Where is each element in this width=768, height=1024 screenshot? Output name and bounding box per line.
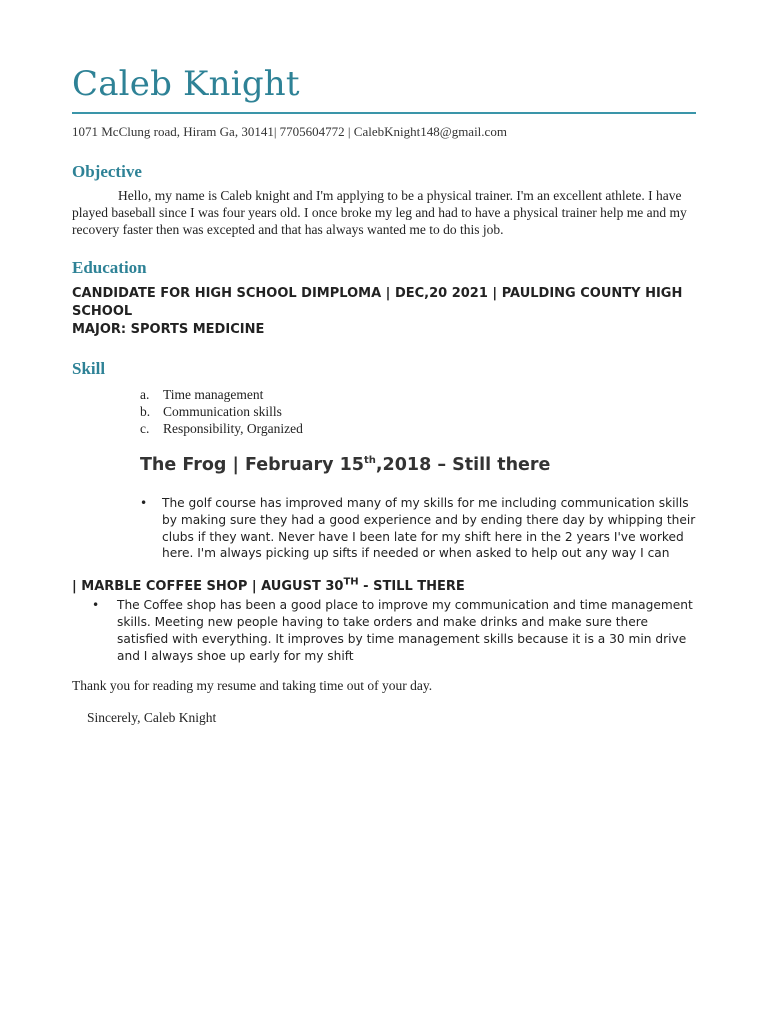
objective-heading: Objective [72, 162, 142, 181]
skill-heading: Skill [72, 359, 106, 378]
skill-text: Communication skills [163, 404, 282, 419]
education-heading: Education [72, 258, 147, 277]
objective-text: Hello, my name is Caleb knight and I'm applying to be a physical trainer. I'm an excellent athlete. I have played baseball since I was four years old. I once broke my leg and had to have a physical trainer help me and my recovery faster then was excepted and that has always wanted me to do this job. [72, 188, 687, 237]
job2-title-suffix: - STILL THERE [358, 579, 465, 595]
job2-title [72, 578, 696, 596]
bullet-icon: • [92, 598, 100, 613]
applicant-name: Caleb Knight [72, 64, 300, 104]
education-major: MAJOR: SPORTS MEDICINE [72, 322, 265, 337]
resume-page [72, 60, 696, 726]
job1-title-suffix: ,2018 – Still there [375, 455, 551, 475]
skill-list [140, 386, 696, 437]
signoff: Sincerely, Caleb Knight [87, 710, 217, 726]
skill-marker: b. [140, 404, 151, 419]
contact-info: 1071 McClung road, Hiram Ga, 30141| 7705604772 | CalebKnight148@gmail.com [72, 124, 507, 139]
skill-text: Responsibility, Organized [163, 421, 303, 436]
job2-description: The Coffee shop has been a good place to improve my communication and time management skills. Meeting new people having to take orders and make drinks and make sure there satisfied with everything. It improves by time management skills because it is a 30 min drive and I always shoe up early for my shift [117, 598, 693, 663]
job1-bullet-item [140, 495, 696, 562]
job2-details [92, 597, 696, 664]
job2-bullet-item [92, 597, 696, 664]
job1-description: The golf course has improved many of my skills for me including communication skills by making sure they had a good experience and by ending there day by whipping their clubs if they want. Never have I been late for my shift here in the 2 years I've worked here. I'm always picking up sifts if needed or when asked to help out any way I can [162, 496, 696, 561]
header-divider [72, 112, 696, 114]
job1-details [140, 495, 696, 562]
bullet-icon: • [140, 496, 148, 510]
skill-item [140, 420, 696, 437]
job2-title-main: | MARBLE COFFEE SHOP | AUGUST 30 [72, 579, 344, 595]
job2-title-superscript: TH [343, 576, 359, 588]
job1-title-main: The Frog | February 15 [140, 455, 364, 475]
job1-title-superscript: th [363, 455, 376, 467]
skill-text: Time management [163, 387, 264, 402]
skill-marker: c. [140, 421, 150, 436]
education-degree: CANDIDATE FOR HIGH SCHOOL DIMPLOMA | DEC,20 2021 | PAULDING COUNTY HIGH SCHOOL [72, 286, 683, 319]
job1-title [140, 453, 696, 477]
skill-item [140, 386, 696, 403]
skill-item [140, 403, 696, 420]
education-block [72, 285, 696, 339]
skill-marker: a. [140, 387, 150, 402]
closing-thanks: Thank you for reading my resume and taking time out of your day. [72, 678, 433, 694]
